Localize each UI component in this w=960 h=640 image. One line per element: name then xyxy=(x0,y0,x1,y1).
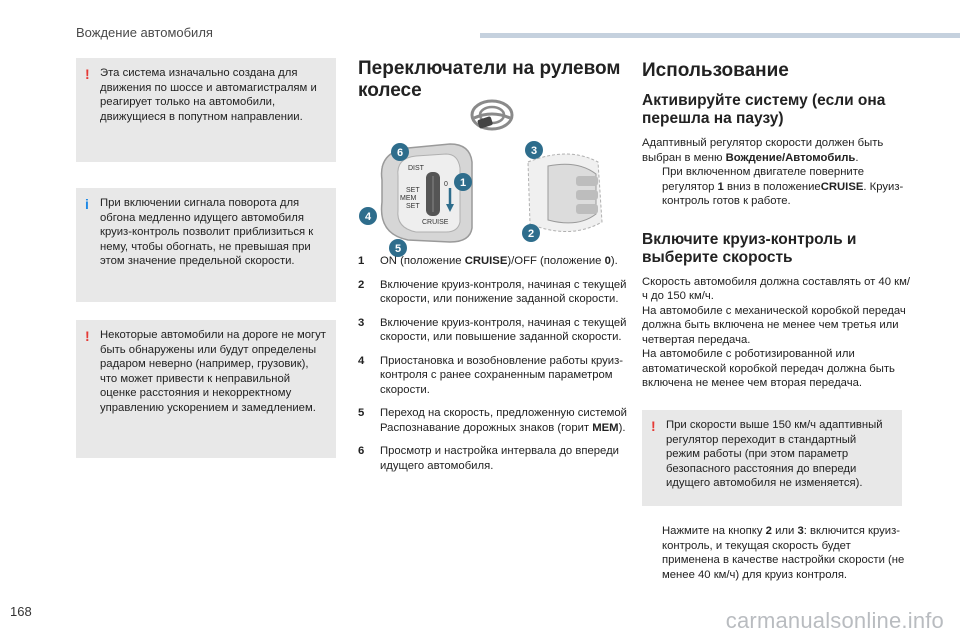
dist-label: DIST xyxy=(408,165,424,172)
legend-item-3 xyxy=(358,316,628,345)
para-text: . xyxy=(855,151,859,164)
section-title: Вождение автомобиля xyxy=(76,25,213,40)
zero-label: 0 xyxy=(444,181,448,188)
bullet-bold: 3 xyxy=(797,525,804,537)
set-label-top: SET xyxy=(406,187,420,194)
legend-text: ). xyxy=(618,421,626,434)
legend-number: 3 xyxy=(358,316,365,329)
note-turn-signal xyxy=(76,188,336,302)
legend-bold: CRUISE xyxy=(464,255,508,267)
speed-title xyxy=(642,231,910,267)
legend-number: 1 xyxy=(358,255,365,267)
bullet-bold: CRUISE xyxy=(820,180,864,193)
legend-text: ). xyxy=(610,255,618,267)
svg-text:2: 2 xyxy=(527,228,535,240)
legend-number: 4 xyxy=(358,354,365,367)
legend-text: Включение круиз-контроля, начиная с текущей скорости, или повышение заданной скорости. xyxy=(380,316,627,343)
legend-number: 5 xyxy=(358,407,365,419)
speed-title-line2: выберите скорость xyxy=(642,248,793,266)
note-speed-limit xyxy=(642,410,902,506)
legend-text: Приостановка и возобновление работы круиз-контроля с ранее сохраненным параметром скорости. xyxy=(380,354,624,396)
header-bar xyxy=(480,33,960,38)
bullet-text: При включенном двигателе поверните регулятор xyxy=(662,166,865,193)
speed-paragraph: Скорость автомобиля должна составлять от 40 км/ч до 150 км/ч. На автомобиле с механической коробкой передач должна быть включена не менее чем третья или четвертая передача. На автомобиле с роботизированной или автоматической коробкой передач должна быть включена не менее чем вторая передача. xyxy=(642,275,910,389)
note-text: Некоторые автомобили на дороге не могут быть обнаружены или будут определены радаром неверно (например, грузовик), что может привести к неправильной оценке расстояния и некорректному управлению ускорением и замедлением. xyxy=(100,329,326,414)
bullet-bold: 2 xyxy=(765,525,772,537)
legend-item-6 xyxy=(358,444,628,473)
note-text: Эта система изначально создана для движения по шоссе и автомагистралям и реагирует только на автомобили, движущиеся в попутном направлении. xyxy=(100,67,317,123)
info-icon: i xyxy=(85,196,89,212)
warning-icon: ! xyxy=(85,66,90,82)
legend-item-4 xyxy=(358,354,628,398)
legend-text: )/OFF (положение xyxy=(507,255,605,267)
legend-item-1 xyxy=(358,254,628,269)
steering-switch-illustration xyxy=(358,142,628,255)
switches-title xyxy=(358,58,628,102)
activate-title-line1: Активируйте систему (если она xyxy=(642,92,886,109)
warning-icon: ! xyxy=(85,328,90,344)
bullet-bold: 1 xyxy=(717,180,724,193)
speed-title-line1: Включите круиз-контроль и xyxy=(642,230,857,248)
switches-section xyxy=(358,58,628,102)
legend-text: ON (положение xyxy=(380,255,465,267)
menu-path: Вождение/Автомобиль xyxy=(725,151,856,164)
callout-2 xyxy=(520,222,542,244)
legend-item-5 xyxy=(358,406,628,435)
note-text: При скорости выше 150 км/ч адаптивный регулятор переходит в стандартный режим работы (при этом параметр безопасного расстояния до впереди идущего автомобиля не изменяется). xyxy=(666,419,883,489)
usage-title: Использование xyxy=(642,60,789,81)
legend-item-2 xyxy=(358,278,628,307)
legend-text: Включение круиз-контроля, начиная с текущей скорости, или понижение заданной скорости. xyxy=(380,278,627,305)
cruise-label: CRUISE xyxy=(422,219,449,226)
page-number: 168 xyxy=(10,604,32,619)
legend-number: 6 xyxy=(358,445,365,457)
legend-bold: MEM xyxy=(592,421,619,434)
bullet-text: : включится круиз-контроль, и текущая скорость будет применена в качестве настройки скорости (не менее 40 км/ч) для круиз контроля. xyxy=(662,525,905,581)
activate-title xyxy=(642,92,910,128)
activate-bullet xyxy=(642,165,910,209)
svg-text:3: 3 xyxy=(530,145,538,157)
mem-label: MEM xyxy=(400,195,417,202)
svg-text:1: 1 xyxy=(459,177,467,189)
steering-wheel-icon xyxy=(468,98,516,134)
legend-number: 2 xyxy=(358,278,365,291)
note-radar xyxy=(76,320,336,458)
bullet-text: или xyxy=(771,525,798,537)
legend-text: Просмотр и настройка интервала до впереди идущего автомобиля. xyxy=(380,445,619,472)
bullet-text: вниз в положение xyxy=(723,180,821,193)
watermark: carmanualsonline.info xyxy=(725,608,944,633)
activate-title-line2: перешла на паузу) xyxy=(642,110,784,127)
para-text: Адаптивный регулятор скорости должен быть выбран в меню xyxy=(642,137,884,164)
bullet-text: Нажмите на кнопку xyxy=(662,525,766,537)
usage-section xyxy=(642,60,910,391)
activate-paragraph xyxy=(642,136,910,165)
legend-text: Переход на скорость, предложенную системой Распознавание дорожных знаков (горит xyxy=(380,407,627,434)
set-label-bottom: SET xyxy=(406,203,420,210)
svg-text:4: 4 xyxy=(364,211,372,223)
note-text: При включении сигнала поворота для обгона медленно идущего автомобиля круиз-контроль позволит приблизиться к нему, чтобы обогнать, не превышая при этом значение предельной скорости. xyxy=(100,197,314,267)
press-bullet xyxy=(642,524,910,582)
svg-text:6: 6 xyxy=(396,147,404,159)
svg-text:5: 5 xyxy=(394,243,402,255)
bullet-text: . Круиз-контроль готов к работе. xyxy=(662,180,904,207)
switches-legend xyxy=(358,254,628,482)
switches-title-line2: колесе xyxy=(358,80,422,101)
switches-title-line1: Переключатели на рулевом xyxy=(358,58,621,79)
legend-bold: 0 xyxy=(604,255,611,267)
press-section xyxy=(642,524,910,582)
note-highway xyxy=(76,58,336,162)
warning-icon: ! xyxy=(651,418,656,434)
